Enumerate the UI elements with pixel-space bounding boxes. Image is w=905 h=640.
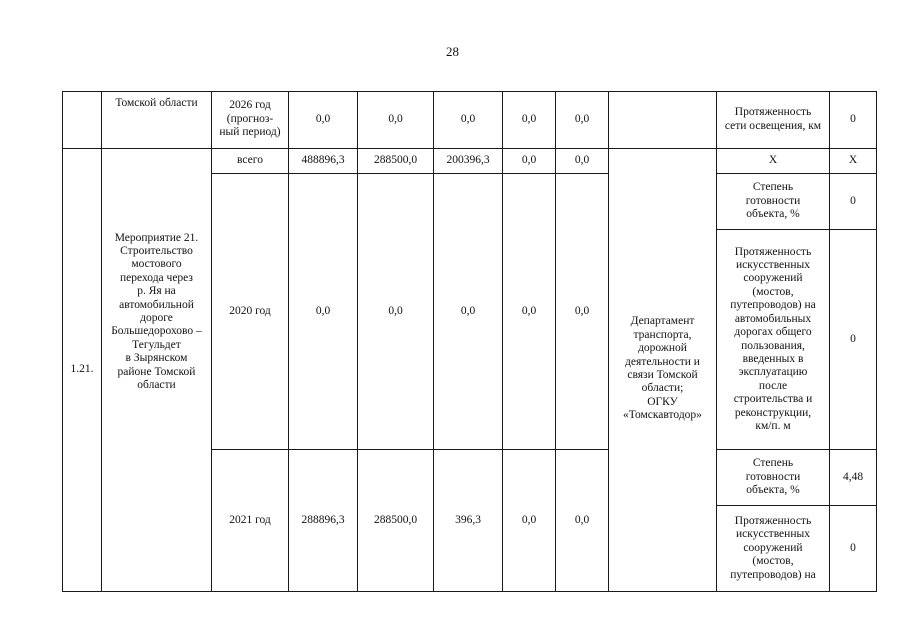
row-2021-value-federal: 288500,0	[373, 513, 418, 526]
indicator-name: Протяженность искусственных сооружений (мостов, путепроводов) на автомобильных дорогах общего пользования, введенных в эксплуатацию после строительства и реконструкции, км/п. м	[730, 245, 816, 432]
indicator-value: Х	[848, 154, 858, 167]
row-2020-value-federal: 0,0	[388, 304, 403, 317]
indicator-value: 0	[850, 332, 856, 345]
page-number: 28	[446, 44, 459, 59]
continuation-indicator-value: 0	[850, 112, 856, 125]
row-total-value-total: 488896,3	[301, 154, 345, 167]
indicator-name: Степень готовности объекта, %	[745, 457, 801, 497]
item-executor: Департамент транспорта, дорожной деятельности и связи Томской области; ОГКУ «Томскавтодор»	[623, 315, 702, 422]
continuation-period: 2026 год (прогноз- ный период)	[219, 99, 281, 139]
table-border-bottom	[62, 591, 876, 592]
row-total-value-local: 0,0	[521, 154, 537, 167]
row-2020-value-local: 0,0	[521, 304, 537, 317]
table-col-separator	[876, 91, 877, 592]
row-total-value-other: 0,0	[574, 154, 590, 167]
row-total-period: всего	[237, 154, 263, 167]
row-2021-value-regional: 396,3	[455, 513, 481, 526]
continuation-value-local: 0,0	[521, 112, 537, 125]
continuation-value-other: 0,0	[574, 112, 590, 125]
indicator-name: Степень готовности объекта, %	[745, 181, 801, 221]
indicator-name: Х	[768, 154, 778, 167]
row-total-value-regional: 200396,3	[446, 154, 490, 167]
row-2021-period: 2021 год	[229, 513, 271, 526]
row-2020-value-regional: 0,0	[460, 304, 476, 317]
continuation-value-regional: 0,0	[460, 112, 476, 125]
row-total-value-federal: 288500,0	[373, 154, 418, 167]
row-2021-value-local: 0,0	[521, 513, 537, 526]
continuation-value-total: 0,0	[315, 112, 331, 125]
row-2020-period: 2020 год	[229, 304, 271, 317]
indicator-value: 4,48	[842, 470, 864, 483]
continuation-name: Томской области	[115, 97, 198, 109]
item-name: Мероприятие 21. Строительство мостового перехода через р. Яя на автомобильной дороге Большедорохово – Тегульдет в Зырянском районе Томской области	[111, 231, 202, 392]
item-number: 1.21.	[70, 363, 94, 376]
row-2020-value-other: 0,0	[574, 304, 590, 317]
row-2020-value-total: 0,0	[315, 304, 331, 317]
row-2021-value-total: 288896,3	[301, 513, 345, 526]
indicator-value: 0	[850, 194, 856, 207]
row-2021-value-other: 0,0	[574, 513, 590, 526]
continuation-value-federal: 0,0	[388, 112, 403, 125]
indicator-value: 0	[850, 541, 856, 554]
indicator-name: Протяженность искусственных сооружений (мостов, путепроводов) на	[730, 514, 816, 581]
continuation-indicator-name: Протяженность сети освещения, км	[724, 106, 822, 132]
